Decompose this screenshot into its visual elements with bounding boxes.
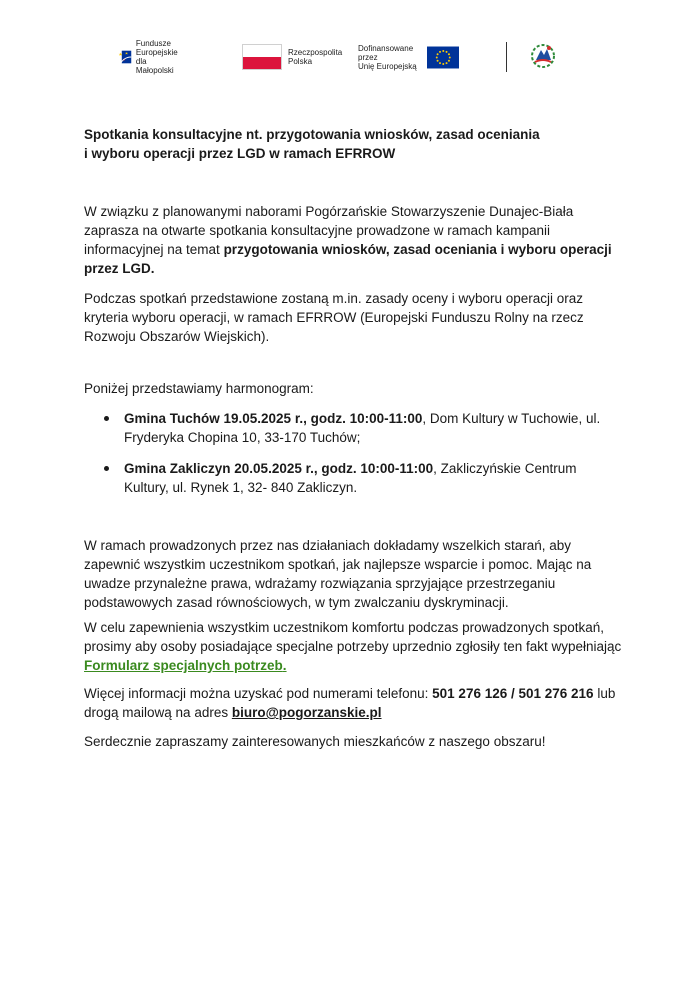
lgd-logo (530, 40, 556, 77)
logo-separator (506, 42, 507, 72)
unia-europejska-logo (358, 38, 459, 76)
schedule-item-details: , Dom Kultury w Tuchowie, ul. Fryderyka Chopina 10, 33-170 Tuchów; (124, 411, 601, 445)
page-title (84, 125, 624, 163)
polish-flag-icon (242, 44, 282, 70)
fe-logo-line1: Fundusze Europejskie (135, 39, 178, 57)
meeting-scope-paragraph: Podczas spotkań przedstawione zostaną m.in. zasady oceny i wyboru operacji oraz kryteria wyboru operacji, w ramach EFRROW (Europejski Funduszu Rolny na rzecz Rozwoju Obszarów Wiejskich). (84, 291, 584, 344)
fundusze-europejskie-stars-icon (118, 45, 132, 69)
equality-paragraph: W ramach prowadzonych przez nas działaniach dokładamy wszelkich starań, aby zapewnić wszystkim uczestnikom spotkań, jak najlepsze wsparcie i pomoc. Mając na uwadze przynależne prawa, wdrażamy rozwiązania sprzyjające przestrzeganiu podstawowych zasad równościowych, w tym zwalczaniu dyskryminacji. (84, 538, 592, 610)
special-needs-form-link[interactable]: Formularz specjalnych potrzeb (84, 658, 283, 673)
schedule-item-zakliczyn (84, 459, 624, 497)
intro-bold: przygotowania wniosków, zasad oceniania i wyboru operacji przez LGD. (84, 242, 612, 276)
contact-text: Więcej informacji można uzyskać pod numerami telefonu: (84, 686, 433, 701)
intro-paragraph (84, 202, 624, 278)
contact-paragraph (84, 684, 624, 722)
schedule-item-tuchow (84, 409, 624, 447)
schedule-item-bold: Gmina Zakliczyn 20.05.2025 r., godz. 10:00-11:00 (124, 461, 434, 476)
link-period: . (282, 658, 287, 673)
email-link[interactable]: biuro@pogorzanskie.pl (231, 705, 382, 720)
fundusze-europejskie-logo (118, 38, 186, 76)
schedule-item-bold: Gmina Tuchów 19.05.2025 r., godz. 10:00-11:00 (124, 411, 423, 426)
pl-logo-line2: Polska (288, 57, 313, 66)
pl-logo-line1: Rzeczpospolita (288, 48, 343, 57)
intro-text: W związku z planowanymi naborami Pogórzańskie Stowarzyszenie Dunajec-Biała zaprasza na otwarte spotkania konsultacyjne prowadzone w ramach kampanii informacyjnej na temat (84, 204, 574, 257)
eu-logo-line2: Unię Europejską (358, 61, 417, 71)
eu-logo-line1: Dofinansowane przez (358, 43, 414, 62)
lgd-logo-icon (530, 40, 556, 72)
special-needs-text: W celu zapewnienia wszystkim uczestnikom komfortu podczas prowadzonych spotkań, prosimy aby osoby posiadające specjalne potrzeby uprzednio zgłosiły ten fakt wypełniając (84, 620, 622, 654)
rzeczpospolita-polska-logo (242, 38, 342, 76)
contact-text2: lub drogą mailową na adres (84, 686, 616, 720)
phone-numbers: 501 276 126 / 501 276 216 (432, 686, 594, 701)
fe-logo-line2: dla Małopolski (135, 57, 174, 75)
title-line1: Spotkania konsultacyjne nt. przygotowania wniosków, zasad oceniania (84, 127, 540, 142)
schedule-list (84, 409, 624, 509)
eu-flag-icon (427, 44, 460, 71)
special-needs-paragraph (84, 618, 624, 675)
title-line2: i wyboru operacji przez LGD w ramach EFRROW (84, 146, 396, 161)
closing-paragraph: Serdecznie zapraszamy zainteresowanych mieszkańców z naszego obszaru! (84, 734, 546, 749)
schedule-item-details: , Zakliczyńskie Centrum Kultury, ul. Rynek 1, 32- 840 Zakliczyn. (124, 461, 577, 495)
schedule-heading: Poniżej przedstawiamy harmonogram: (84, 381, 314, 396)
